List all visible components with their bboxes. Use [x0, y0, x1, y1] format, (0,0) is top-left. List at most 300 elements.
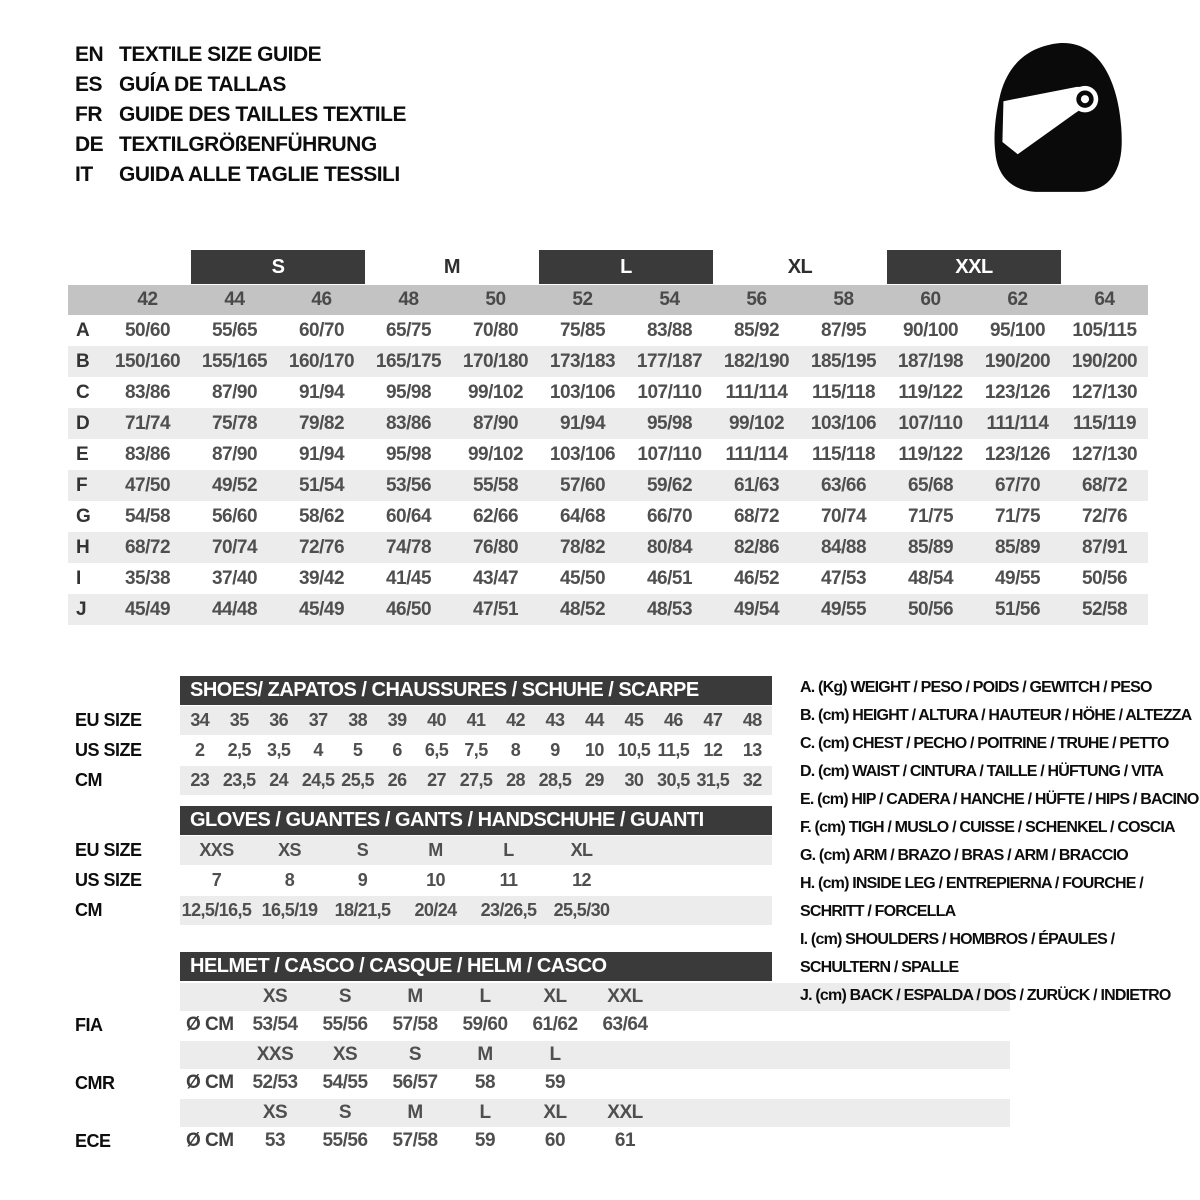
measurement-row [68, 501, 1148, 532]
helmet-size-cell: XXL [607, 986, 643, 1007]
legend-line: C. (cm) CHEST / PECHO / POITRINE / TRUHE / PETTO [800, 735, 1169, 752]
row-letter: J [76, 598, 87, 620]
measurement-cell: 70/74 [211, 536, 258, 558]
legend-line: B. (cm) HEIGHT / ALTURA / HAUTEUR / HÖHE / ALTEZZA [800, 707, 1192, 724]
shoes-value-cell: 11,5 [657, 740, 690, 760]
measurement-cell: 91/94 [559, 412, 606, 434]
measurement-cell: 45/49 [124, 598, 171, 620]
size-band-m: M [443, 255, 461, 278]
shoes-value-cell: 8 [510, 740, 521, 760]
measurement-cell: 95/100 [989, 319, 1046, 341]
gloves-value-cell: 20/24 [414, 900, 457, 920]
helmet-value-cell: 61 [614, 1130, 636, 1151]
shoes-value-cell: 30 [624, 770, 644, 790]
language-title: TEXTILE SIZE GUIDE [119, 43, 322, 66]
gloves-value-cell: 23/26,5 [480, 900, 537, 920]
helmet-standard-label: ECE [75, 1130, 111, 1151]
measurement-cell: 71/75 [907, 505, 954, 527]
helmet-value-cell: 53/54 [252, 1014, 298, 1035]
measurement-cell: 80/84 [646, 536, 693, 558]
gloves-value-cell: 7 [211, 870, 222, 890]
measurement-cell: 63/66 [820, 474, 867, 496]
gloves-value-cell: XXS [199, 840, 234, 860]
shoes-value-cell: 23,5 [222, 770, 256, 790]
shoes-value-cell: 45 [624, 710, 644, 730]
measurement-cell: 115/118 [811, 381, 876, 403]
helmet-size-cell: XXL [607, 1102, 643, 1123]
measurement-cell: 82/86 [733, 536, 780, 558]
measurement-cell: 67/70 [994, 474, 1041, 496]
measurement-row [68, 439, 1148, 470]
language-title: GUÍA DE TALLAS [119, 73, 286, 96]
row-letter: F [76, 474, 88, 496]
helmet-standard-label: FIA [75, 1014, 103, 1035]
gloves-columns [180, 870, 618, 891]
measurement-cell: 75/85 [559, 319, 606, 341]
helmet-size-cell: XXS [256, 1044, 294, 1065]
shoes-value-cell: 38 [348, 710, 368, 730]
measurement-cell: 66/70 [646, 505, 693, 527]
measurement-cell: 75/78 [211, 412, 258, 434]
language-row [75, 100, 406, 130]
measurement-cell: 83/86 [124, 381, 171, 403]
legend-line: E. (cm) HIP / CADERA / HANCHE / HÜFTE / HIPS / BACINO [800, 791, 1199, 808]
language-row [75, 160, 406, 190]
measurement-cell: 91/94 [298, 381, 345, 403]
shoes-value-cell: 9 [550, 740, 560, 760]
gloves-value-cell: XL [570, 840, 593, 860]
helmet-icon-svg [982, 38, 1137, 196]
gloves-value-cell: S [356, 840, 369, 860]
legend-line: D. (cm) WAIST / CINTURA / TAILLE / HÜFTUNG / VITA [800, 763, 1164, 780]
measurement-cell: 155/165 [201, 350, 268, 372]
size-header-cell: 54 [659, 289, 680, 310]
helmet-value-cell: 56/57 [392, 1072, 438, 1093]
gloves-columns [180, 840, 618, 861]
measurement-cell: 50/56 [1081, 567, 1128, 589]
measurement-cell: 83/86 [385, 412, 432, 434]
measurement-cell: 95/98 [385, 381, 432, 403]
shoes-value-cell: 32 [742, 770, 762, 790]
helmet-value-cell: 53 [264, 1130, 286, 1151]
measurement-cell: 79/82 [298, 412, 345, 434]
shoes-value-cell: 27,5 [459, 770, 493, 790]
measurement-cell: 111/114 [986, 412, 1049, 434]
size-header-cell: 60 [920, 289, 941, 310]
measurement-cell: 37/40 [211, 567, 258, 589]
shoes-value-cell: 36 [269, 710, 289, 730]
helmet-standard-label: CMR [75, 1072, 115, 1093]
measurement-cell: 78/82 [559, 536, 606, 558]
gloves-row-label: EU SIZE [75, 840, 142, 860]
measurement-cell: 87/90 [472, 412, 519, 434]
helmet-size-cell: XL [543, 1102, 567, 1123]
size-header-cell: 58 [833, 289, 854, 310]
measurement-cell: 170/180 [462, 350, 529, 372]
measurement-cell: 127/130 [1071, 443, 1138, 465]
shoes-value-cell: 2 [195, 740, 205, 760]
measurement-cell: 105/115 [1072, 319, 1137, 341]
shoes-value-cell: 13 [742, 740, 762, 760]
measurement-cell: 165/175 [375, 350, 442, 372]
shoes-row-label: EU SIZE [75, 710, 142, 730]
language-code: FR [75, 103, 102, 126]
measurement-cell: 49/52 [211, 474, 258, 496]
helmet-size-cell: XS [262, 1102, 288, 1123]
size-header-cell: 48 [398, 289, 419, 310]
helmet-size-cell: S [338, 1102, 352, 1123]
measurement-cell: 103/106 [810, 412, 877, 434]
measurement-cell: 62/66 [472, 505, 519, 527]
gloves-value-cell: 11 [499, 870, 518, 890]
measurement-cell: 84/88 [820, 536, 867, 558]
size-header-cell: 46 [311, 289, 332, 310]
helmet-size-cell: M [407, 986, 423, 1007]
row-letter: G [76, 505, 91, 527]
measurement-cell: 177/187 [636, 350, 703, 372]
measurement-cell: 190/200 [984, 350, 1051, 372]
gloves-value-cell: 8 [284, 870, 295, 890]
measurement-cell: 60/64 [385, 505, 432, 527]
measurement-cell: 51/56 [994, 598, 1041, 620]
diameter-label: Ø CM [186, 1130, 234, 1151]
row-letter: H [76, 536, 90, 558]
language-code: ES [75, 73, 103, 96]
measurement-cell: 190/200 [1071, 350, 1138, 372]
gloves-value-cell: M [428, 840, 443, 860]
measurement-cell: 68/72 [1081, 474, 1128, 496]
row-letter: E [76, 443, 89, 465]
helmet-header-bar [180, 952, 772, 981]
measurement-cell: 111/114 [725, 381, 788, 403]
shoes-row-values [180, 766, 772, 795]
measurement-cell: 48/54 [907, 567, 954, 589]
shoes-value-cell: 42 [506, 710, 525, 730]
measurement-row [68, 470, 1148, 501]
gloves-row-values [180, 866, 772, 895]
shoes-value-cell: 26 [387, 770, 407, 790]
size-band-l: L [539, 250, 713, 284]
measurement-cell: 35/38 [124, 567, 171, 589]
measurement-rows [68, 315, 1148, 625]
helmet-value-cell: 59 [544, 1072, 566, 1093]
size-header-cell: 50 [485, 289, 506, 310]
legend-line: F. (cm) TIGH / MUSLO / CUISSE / SCHENKEL / COSCIA [800, 819, 1175, 836]
measurement-row [68, 594, 1148, 625]
measurement-cell: 64/68 [559, 505, 606, 527]
size-header-cell: 44 [224, 289, 245, 310]
measurement-cell: 57/60 [559, 474, 606, 496]
gloves-value-cell: 25,5/30 [553, 900, 610, 920]
helmet-title: HELMET / CASCO / CASQUE / HELM / CASCO [190, 955, 607, 977]
shoes-row-label: CM [75, 770, 102, 790]
measurement-cell: 85/89 [994, 536, 1041, 558]
measurement-cell: 70/74 [820, 505, 867, 527]
measurement-cell: 150/160 [114, 350, 181, 372]
legend-line: J. (cm) BACK / ESPALDA / DOS / ZURÜCK / INDIETRO [800, 987, 1171, 1004]
helmet-value-cell: 55/56 [322, 1014, 368, 1035]
helmet-size-cell: XS [262, 986, 288, 1007]
measurement-cell: 49/55 [820, 598, 867, 620]
measurement-cell: 50/60 [124, 319, 171, 341]
measurement-cell: 115/118 [811, 443, 876, 465]
measurement-row [68, 346, 1148, 377]
measurement-cell: 71/75 [994, 505, 1041, 527]
measurement-cell: 87/95 [820, 319, 867, 341]
helmet-size-cell: S [408, 1044, 422, 1065]
legend-line: SCHULTERN / SPALLE [800, 959, 959, 976]
measurement-cell: 185/195 [810, 350, 877, 372]
helmet-ece-values-row [68, 1127, 1148, 1155]
measurement-cell: 103/106 [549, 381, 616, 403]
measurement-cell: 41/45 [385, 567, 432, 589]
measurement-cell: 58/62 [298, 505, 345, 527]
measurement-cell: 55/58 [472, 474, 519, 496]
measurement-cell: 47/53 [820, 567, 867, 589]
measurement-cell: 91/94 [298, 443, 345, 465]
helmet-value-cell: 60 [544, 1130, 566, 1151]
shoes-value-cell: 24,5 [301, 770, 335, 790]
measurement-cell: 59/62 [646, 474, 693, 496]
measurement-cell: 52/58 [1081, 598, 1128, 620]
shoes-value-cell: 2,5 [227, 740, 251, 760]
shoes-row-values [180, 706, 772, 735]
measurement-cell: 123/126 [984, 381, 1051, 403]
gloves-columns [180, 900, 618, 921]
measurement-cell: 72/76 [298, 536, 345, 558]
measurement-cell: 65/68 [907, 474, 954, 496]
helmet-size-cell: L [479, 986, 491, 1007]
shoes-value-cell: 46 [663, 710, 683, 730]
helmet-value-cell: 52/53 [252, 1072, 298, 1093]
measurement-cell: 95/98 [385, 443, 432, 465]
measurement-cell: 119/122 [898, 381, 963, 403]
shoes-value-cell: 6,5 [424, 740, 449, 760]
measurement-cell: 107/110 [637, 443, 702, 465]
size-band-row [104, 250, 1148, 284]
title-language-list [75, 40, 406, 190]
helmet-size-cell: M [407, 1102, 423, 1123]
language-row [75, 130, 406, 160]
measurement-cell: 43/47 [472, 567, 519, 589]
measurement-row [68, 315, 1148, 346]
measurement-legend [800, 674, 1199, 1010]
shoes-row-values [180, 736, 772, 765]
measurement-cell: 50/56 [907, 598, 954, 620]
language-row [75, 70, 406, 100]
legend-line: H. (cm) INSIDE LEG / ENTREPIERNA / FOURCHE / [800, 875, 1143, 892]
measurement-cell: 95/98 [646, 412, 693, 434]
measurement-cell: 65/75 [385, 319, 432, 341]
shoes-value-cell: 34 [190, 710, 210, 730]
measurement-cell: 76/80 [472, 536, 519, 558]
measurement-cell: 127/130 [1071, 381, 1138, 403]
gloves-row-values [180, 836, 772, 865]
row-letter: B [76, 350, 90, 372]
measurement-cell: 48/53 [646, 598, 693, 620]
measurement-cell: 60/70 [298, 319, 345, 341]
size-header-cell: 52 [572, 289, 593, 310]
measurement-cell: 70/80 [472, 319, 519, 341]
helmet-size-cell: L [479, 1102, 491, 1123]
measurement-row [68, 532, 1148, 563]
measurement-cell: 83/86 [124, 443, 171, 465]
measurement-row [68, 377, 1148, 408]
shoes-value-cell: 6 [392, 740, 402, 760]
helmet-size-cell: L [549, 1044, 561, 1065]
textile-size-table [68, 250, 1148, 625]
measurement-cell: 103/106 [549, 443, 616, 465]
measurement-cell: 68/72 [733, 505, 780, 527]
shoes-value-cell: 23 [190, 770, 210, 790]
shoes-value-cell: 35 [229, 710, 249, 730]
shoes-value-cell: 40 [427, 710, 446, 730]
shoes-value-cell: 43 [545, 710, 565, 730]
gloves-title: GLOVES / GUANTES / GANTS / HANDSCHUHE / GUANTI [190, 809, 704, 831]
measurement-cell: 87/90 [211, 381, 258, 403]
measurement-cell: 46/51 [646, 567, 693, 589]
helmet-value-cell: 59/60 [462, 1014, 508, 1035]
measurement-cell: 47/51 [472, 598, 519, 620]
shoes-value-cell: 28 [506, 770, 525, 790]
measurement-cell: 46/52 [733, 567, 780, 589]
language-title: TEXTILGRÖßENFÜHRUNG [119, 133, 377, 156]
measurement-cell: 47/50 [124, 474, 171, 496]
shoes-value-cell: 37 [308, 710, 328, 730]
measurement-cell: 85/89 [907, 536, 954, 558]
gloves-row-label: US SIZE [75, 870, 142, 890]
shoes-value-cell: 29 [585, 770, 604, 790]
helmet-value-cell: 61/62 [532, 1014, 578, 1035]
racing-helmet-icon [982, 38, 1137, 196]
size-header-cell: 62 [1007, 289, 1028, 310]
gloves-value-cell: 12 [572, 870, 591, 890]
measurement-cell: 123/126 [984, 443, 1051, 465]
legend-line: A. (Kg) WEIGHT / PESO / POIDS / GEWITCH / PESO [800, 679, 1152, 696]
helmet-row-label [68, 983, 180, 1011]
language-title: GUIDE DES TAILLES TEXTILE [119, 103, 406, 126]
shoes-value-cell: 25,5 [341, 770, 374, 790]
shoes-value-cell: 47 [703, 710, 723, 730]
row-letter: C [76, 381, 90, 403]
helmet-value-cell: 57/58 [392, 1014, 438, 1035]
gloves-header-bar [180, 806, 772, 835]
shoes-value-cell: 12 [703, 740, 723, 760]
helmet-ece-sizes-row [68, 1099, 1148, 1127]
measurement-cell: 85/92 [733, 319, 780, 341]
row-letter: A [76, 319, 90, 341]
gloves-value-cell: 10 [426, 870, 445, 890]
helmet-value-cell: 58 [474, 1072, 496, 1093]
measurement-cell: 111/114 [725, 443, 788, 465]
shoes-value-cell: 30,5 [657, 770, 690, 790]
shoes-value-cell: 10 [585, 740, 604, 760]
numeric-size-header-row [68, 285, 1148, 315]
legend-line: SCHRITT / FORCELLA [800, 903, 956, 920]
language-row [75, 40, 406, 70]
measurement-cell: 187/198 [897, 350, 964, 372]
shoes-title: SHOES/ ZAPATOS / CHAUSSURES / SCHUHE / SCARPE [190, 679, 699, 701]
shoes-row-label: US SIZE [75, 740, 142, 760]
legend-line: G. (cm) ARM / BRAZO / BRAS / ARM / BRACCIO [800, 847, 1128, 864]
shoes-header-bar [180, 676, 772, 705]
shoes-value-cell: 10,5 [617, 740, 651, 760]
diameter-label: Ø CM [186, 1072, 234, 1093]
size-header-cell: 56 [746, 289, 767, 310]
measurement-cell: 45/50 [559, 567, 606, 589]
helmet-value-cell: 55/56 [322, 1130, 368, 1151]
gloves-row-values [180, 896, 772, 925]
gloves-value-cell: 16,5/19 [261, 900, 318, 920]
helmet-cmr-values-row [68, 1069, 1148, 1097]
language-code: EN [75, 43, 104, 66]
gloves-value-cell: XS [278, 840, 301, 860]
shoes-value-cell: 48 [742, 710, 762, 730]
gloves-value-cell: L [503, 840, 514, 860]
size-header-cell: 42 [137, 289, 158, 310]
measurement-cell: 55/65 [211, 319, 258, 341]
shoes-value-cell: 44 [585, 710, 604, 730]
language-code: IT [75, 163, 93, 186]
shoes-value-cell: 4 [313, 740, 323, 760]
measurement-cell: 107/110 [898, 412, 963, 434]
shoes-value-cell: 39 [387, 710, 407, 730]
size-header-cell: 64 [1094, 289, 1115, 310]
language-code: DE [75, 133, 104, 156]
measurement-cell: 90/100 [902, 319, 959, 341]
helmet-size-cell: XL [543, 986, 567, 1007]
measurement-cell: 39/42 [298, 567, 345, 589]
measurement-cell: 49/55 [994, 567, 1041, 589]
shoes-value-cell: 3,5 [267, 740, 291, 760]
measurement-cell: 72/76 [1081, 505, 1128, 527]
measurement-cell: 115/119 [1072, 412, 1137, 434]
measurement-cell: 173/183 [549, 350, 616, 372]
helmet-value-cell: 54/55 [322, 1072, 368, 1093]
helmet-fia-values-row [68, 1011, 1148, 1039]
measurement-cell: 74/78 [385, 536, 432, 558]
shoes-value-cell: 24 [269, 770, 289, 790]
measurement-row [68, 563, 1148, 594]
measurement-cell: 87/90 [211, 443, 258, 465]
measurement-cell: 49/54 [733, 598, 780, 620]
shoes-value-cell: 5 [352, 740, 363, 760]
shoes-value-cell: 31,5 [696, 770, 730, 790]
measurement-cell: 71/74 [124, 412, 171, 434]
measurement-cell: 68/72 [124, 536, 171, 558]
measurement-row [68, 408, 1148, 439]
gloves-value-cell: 12,5/16,5 [181, 900, 252, 920]
shoes-value-cell: 28,5 [538, 770, 572, 790]
helmet-size-cell: S [338, 986, 352, 1007]
helmet-cmr-sizes-row [68, 1041, 1148, 1069]
helmet-value-cell: 63/64 [602, 1014, 648, 1035]
row-letter: I [76, 567, 82, 589]
helmet-size-cell: XS [332, 1044, 358, 1065]
measurement-cell: 61/63 [733, 474, 780, 496]
shoes-value-cell: 7,5 [464, 740, 488, 760]
gloves-value-cell: 18/21,5 [334, 900, 391, 920]
measurement-cell: 99/102 [728, 412, 785, 434]
language-title: GUIDA ALLE TAGLIE TESSILI [119, 163, 400, 186]
row-letter: D [76, 412, 90, 434]
measurement-cell: 107/110 [637, 381, 702, 403]
helmet-value-cell: 57/58 [392, 1130, 438, 1151]
measurement-cell: 87/91 [1081, 536, 1128, 558]
size-band-xl: XL [787, 255, 813, 278]
diameter-label: Ø CM [186, 1014, 234, 1035]
shoes-value-cell: 41 [466, 710, 486, 730]
